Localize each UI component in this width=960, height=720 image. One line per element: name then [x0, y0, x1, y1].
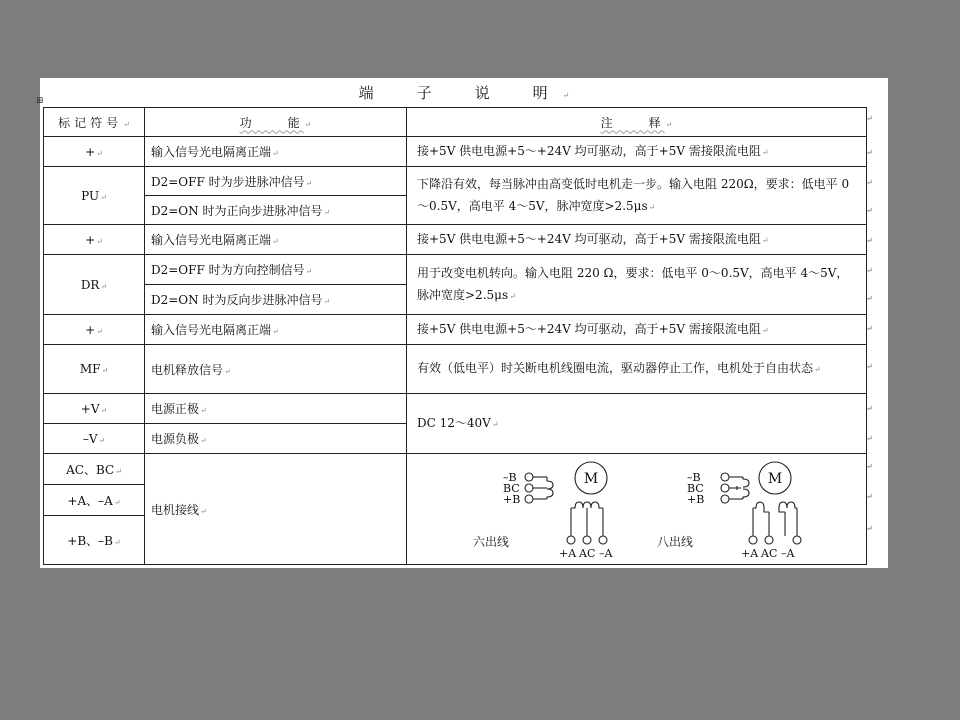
table-row — [44, 315, 867, 345]
symbol-cell: +B、–B↵ — [44, 516, 145, 565]
function-cell: D2=OFF 时为方向控制信号↵ — [145, 255, 407, 285]
six-wire-label: BC — [503, 481, 520, 495]
symbol-cell: MF↵ — [44, 345, 145, 394]
eight-wire-terminal — [749, 536, 757, 544]
paragraph-mark: ↵ — [866, 404, 873, 413]
symbol-cell: AC、BC↵ — [44, 454, 145, 485]
note-cell: 下降沿有效，每当脉冲由高变低时电机走一步。输入电阻 220Ω，要求：低电平 0～0.5V，高电平 4～5V，脉冲宽度>2.5μs↵ — [407, 167, 867, 225]
paragraph-mark: ↵ — [866, 492, 873, 501]
eight-wire-motor-label: M — [767, 470, 783, 487]
wiring-diagram — [407, 456, 865, 563]
table-row — [44, 255, 867, 285]
paragraph-mark: ↵ — [866, 434, 873, 443]
document-title: 端 子 说 明↵ — [358, 84, 570, 102]
six-wire-label: AC — [579, 546, 596, 560]
note-cell: 接+5V 供电电源+5～+24V 均可驱动，高于+5V 需接限流电阻↵ — [407, 315, 867, 345]
table-row — [44, 167, 867, 196]
paragraph-mark: ↵ — [866, 324, 873, 333]
six-wire-label: –A — [599, 546, 613, 560]
six-wire-terminal — [599, 536, 607, 544]
eight-wire-terminal — [793, 536, 801, 544]
six-wire-terminal — [525, 473, 533, 481]
wiring-diagram-cell — [407, 454, 867, 565]
symbol-cell: +V↵ — [44, 394, 145, 424]
function-cell: 电机接线↵ — [145, 454, 407, 565]
paragraph-mark: ↵ — [866, 266, 873, 275]
six-wire-terminal — [525, 495, 533, 503]
table-row — [44, 345, 867, 394]
note-cell: DC 12～40V↵ — [407, 394, 867, 454]
header-symbol: 标记符号↵ — [44, 108, 145, 137]
symbol-cell: –V↵ — [44, 424, 145, 454]
function-cell: D2=OFF 时为步进脉冲信号↵ — [145, 167, 407, 196]
paragraph-mark: ↵ — [866, 236, 873, 245]
six-wire-label: +B — [503, 492, 521, 506]
eight-wire-terminal — [721, 473, 729, 481]
note-cell: 接+5V 供电电源+5～+24V 均可驱动，高于+5V 需接限流电阻↵ — [407, 225, 867, 255]
note-cell: 有效（低电平）时关断电机线圈电流，驱动器停止工作，电机处于自由状态↵ — [407, 345, 867, 394]
six-wire-caption: 六出线 — [473, 534, 510, 549]
symbol-cell: DR↵ — [44, 255, 145, 315]
eight-wire-label: BC — [687, 481, 704, 495]
function-cell: 输入信号光电隔离正端↵ — [145, 137, 407, 167]
function-cell: 电源正极↵ — [145, 394, 407, 424]
paragraph-mark: ↵ — [866, 114, 873, 123]
eight-wire-label: –A — [781, 546, 795, 560]
six-wire-motor-label: M — [583, 470, 599, 487]
function-cell: 输入信号光电隔离正端↵ — [145, 225, 407, 255]
paragraph-mark: ↵ — [866, 148, 873, 157]
eight-wire-label: –B — [687, 470, 701, 484]
eight-wire-label: AC — [761, 546, 778, 560]
function-cell: D2=ON 时为反向步进脉冲信号↵ — [145, 285, 407, 315]
table-anchor-icon: ⊞ — [36, 96, 44, 106]
eight-wire-label: +A — [741, 546, 759, 560]
paragraph-mark: ↵ — [866, 206, 873, 215]
eight-wire-caption: 八出线 — [657, 534, 694, 549]
note-cell: 接+5V 供电电源+5～+24V 均可驱动，高于+5V 需接限流电阻↵ — [407, 137, 867, 167]
paragraph-mark: ↵ — [866, 362, 873, 371]
six-wire-label: –B — [503, 470, 517, 484]
symbol-cell: +↵ — [44, 137, 145, 167]
table-row — [44, 454, 867, 485]
eight-wire-terminal — [765, 536, 773, 544]
eight-wire-terminal — [721, 495, 729, 503]
table-header-row — [44, 108, 867, 137]
paragraph-mark: ↵ — [866, 524, 873, 533]
table-row — [44, 394, 867, 424]
function-cell: D2=ON 时为正向步进脉冲信号↵ — [145, 196, 407, 225]
function-cell: 电机释放信号↵ — [145, 345, 407, 394]
symbol-cell: +A、–A↵ — [44, 485, 145, 516]
six-wire-terminal — [525, 484, 533, 492]
six-wire-terminal — [583, 536, 591, 544]
note-cell: 用于改变电机转向。输入电阻 220 Ω，要求：低电平 0～0.5V，高电平 4～5V，脉冲宽度>2.5μs↵ — [407, 255, 867, 315]
six-wire-label: +A — [559, 546, 577, 560]
six-wire-terminal — [567, 536, 575, 544]
table-row — [44, 137, 867, 167]
terminal-table — [43, 107, 867, 565]
paragraph-mark: ↵ — [866, 178, 873, 187]
header-note: 注 释↵ — [407, 108, 867, 137]
function-cell: 输入信号光电隔离正端↵ — [145, 315, 407, 345]
symbol-cell: PU↵ — [44, 167, 145, 225]
eight-wire-label: +B — [687, 492, 705, 506]
table-row — [44, 225, 867, 255]
symbol-cell: +↵ — [44, 315, 145, 345]
symbol-cell: +↵ — [44, 225, 145, 255]
paragraph-mark: ↵ — [866, 462, 873, 471]
eight-wire-terminal — [721, 484, 729, 492]
header-function: 功 能↵ — [145, 108, 407, 137]
function-cell: 电源负极↵ — [145, 424, 407, 454]
paragraph-mark: ↵ — [866, 294, 873, 303]
document-page — [36, 78, 888, 568]
